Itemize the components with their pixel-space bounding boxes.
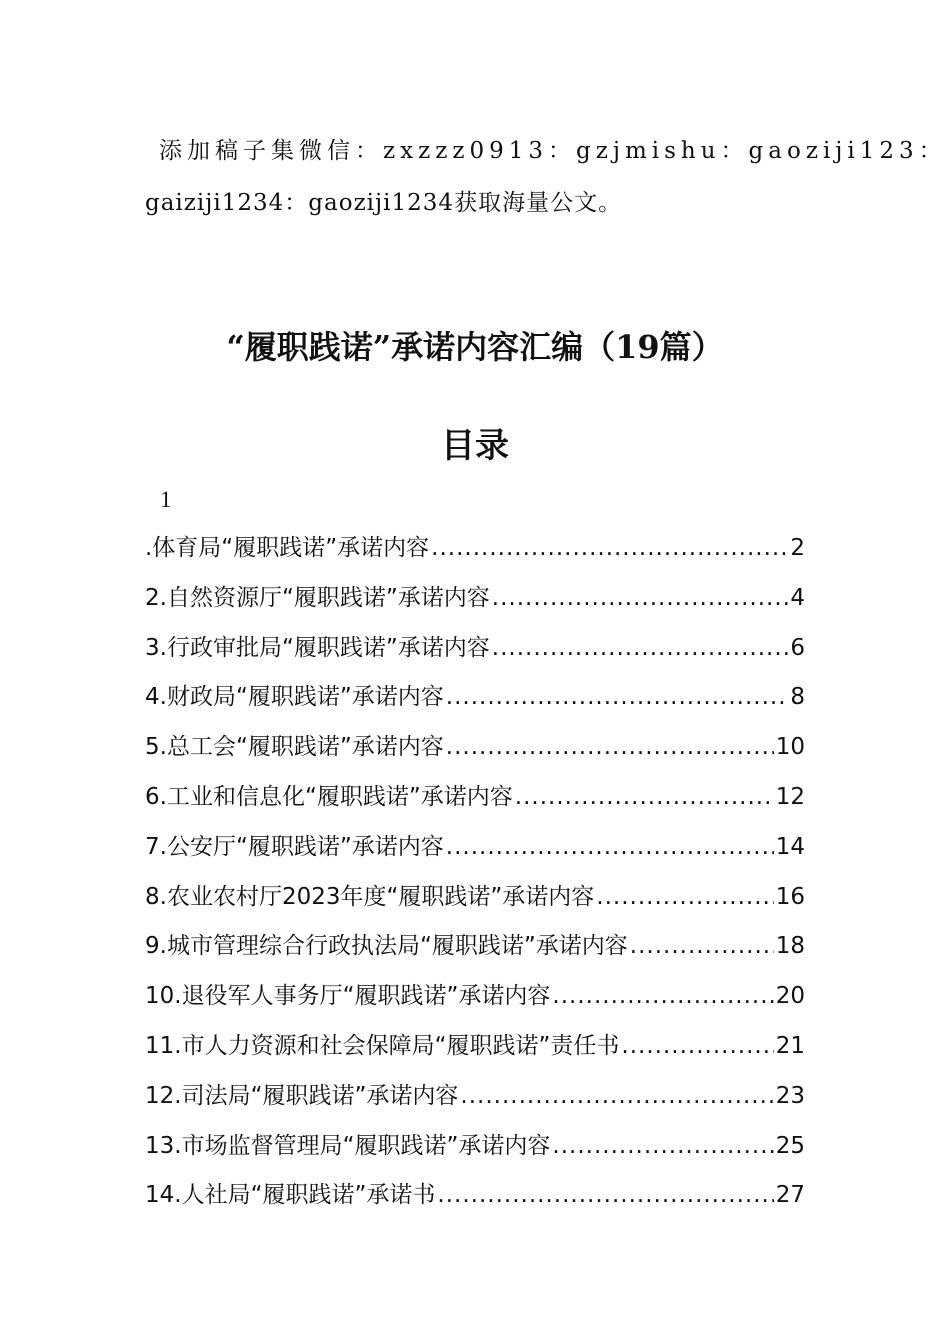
toc-item[interactable] — [145, 624, 805, 674]
toc-item[interactable] — [145, 922, 805, 972]
toc-dot-leader — [621, 1022, 773, 1072]
toc-page-number: 23 — [775, 1082, 805, 1109]
toc-item[interactable] — [145, 773, 805, 823]
toc-page-number: 14 — [775, 833, 805, 860]
notice-line-1: 添加稿子集微信：zxzzz0913：gzjmishu：gaoziji123： — [159, 138, 947, 164]
toc-dot-leader — [552, 972, 773, 1022]
toc-item[interactable] — [145, 524, 805, 574]
toc-item-label: 8.农业农村厅2023年度“履职践诺”承诺内容 — [145, 883, 595, 910]
toc-item-label: 4.财政局“履职践诺”承诺内容 — [145, 684, 444, 711]
toc-page-number: 2 — [790, 535, 805, 561]
toc-item-label: 2.自然资源厅“履职践诺”承诺内容 — [145, 584, 490, 611]
notice-line-2: gaiziji1234：gaoziji1234获取海量公文。 — [145, 190, 623, 216]
toc-item-label: 3.行政审批局“履职践诺”承诺内容 — [145, 634, 490, 661]
toc-item[interactable] — [145, 1122, 805, 1172]
toc-dot-leader — [596, 873, 773, 923]
toc-item-label: 5.总工会“履职践诺”承诺内容 — [145, 734, 444, 761]
toc-item-label: 12.司法局“履职践诺”承诺内容 — [145, 1082, 459, 1109]
toc-item-label: 11.市人力资源和社会保障局“履职践诺”责任书 — [145, 1032, 620, 1059]
toc-item[interactable] — [145, 972, 805, 1022]
toc-item[interactable] — [145, 574, 805, 624]
toc-dot-leader — [515, 773, 774, 823]
toc-item-label: 9.城市管理综合行政执法局“履职践诺”承诺内容 — [145, 933, 628, 960]
toc-item-label: .体育局“履职践诺”承诺内容 — [145, 535, 430, 561]
toc-dot-leader — [552, 1122, 773, 1172]
toc-dot-leader — [492, 624, 789, 674]
toc-page-number: 18 — [775, 933, 805, 960]
toc-item[interactable] — [145, 823, 805, 873]
toc-item-label: 6.工业和信息化“履职践诺”承诺内容 — [145, 783, 513, 810]
toc-item-number-fragment: 1 — [160, 487, 172, 512]
toc-dot-leader — [446, 823, 774, 873]
toc-page-number: 8 — [790, 684, 805, 711]
toc-item-label: 14.人社局“履职践诺”承诺书 — [145, 1182, 436, 1209]
toc-dot-leader — [437, 1171, 773, 1221]
toc-item[interactable] — [145, 873, 805, 923]
toc-page-number: 20 — [775, 983, 805, 1010]
toc-item[interactable] — [145, 1171, 805, 1221]
toc-item-label: 13.市场监督管理局“履职践诺”承诺内容 — [145, 1132, 551, 1159]
toc-dot-leader — [446, 723, 774, 773]
toc-dot-leader — [460, 1072, 773, 1122]
toc-page-number: 16 — [775, 883, 805, 910]
table-of-contents — [145, 524, 805, 1221]
toc-page-number: 6 — [790, 634, 805, 661]
toc-dot-leader — [630, 922, 774, 972]
toc-page-number: 21 — [775, 1032, 805, 1059]
toc-item[interactable] — [145, 1072, 805, 1122]
toc-dot-leader — [492, 574, 789, 624]
toc-item[interactable] — [145, 673, 805, 723]
toc-page-number: 12 — [775, 783, 805, 810]
toc-page-number: 4 — [790, 584, 805, 611]
wechat-notice — [145, 125, 947, 229]
toc-dot-leader — [446, 673, 789, 723]
toc-page-number: 10 — [775, 734, 805, 761]
toc-page-number: 27 — [775, 1182, 805, 1209]
toc-item-label: 10.退役军人事务厅“履职践诺”承诺内容 — [145, 983, 551, 1010]
toc-page-number: 25 — [775, 1132, 805, 1159]
document-title: “履职践诺”承诺内容汇编（19篇） — [226, 328, 724, 366]
toc-heading: 目录 — [441, 426, 509, 466]
toc-item[interactable] — [145, 723, 805, 773]
toc-dot-leader — [431, 524, 788, 574]
toc-item[interactable] — [145, 1022, 805, 1072]
toc-item-label: 7.公安厅“履职践诺”承诺内容 — [145, 833, 444, 860]
